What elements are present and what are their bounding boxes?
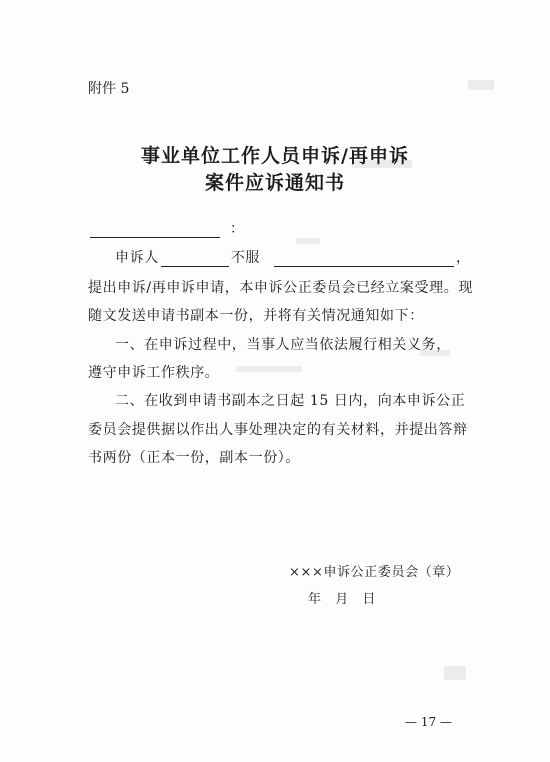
paragraph3-line3: 书两份（正本一份，副本一份）。 <box>88 450 300 466</box>
document-title-line1: 事业单位工作人员申诉/再申诉 <box>141 145 409 167</box>
paragraph2-line2: 遵守申诉工作秩序。 <box>88 365 220 381</box>
complainant-line <box>115 247 471 267</box>
complainant-name-blank[interactable] <box>161 251 229 267</box>
bleed-through-mark <box>468 80 494 90</box>
addressee-colon: ： <box>230 221 245 237</box>
decision-blank[interactable] <box>274 251 454 267</box>
bleed-through-mark <box>296 238 320 244</box>
page-number: — 17 — <box>405 715 452 729</box>
bleed-through-mark <box>236 366 302 372</box>
not-accept-label: 不服 <box>230 250 261 266</box>
paragraph1-line2: 提出申诉/再申诉申请，本申诉公正委员会已经立案受理。现 <box>88 280 473 296</box>
paragraph3-line2: 委员会提供据以作出人事处理决定的有关材料，并提出答辩 <box>88 422 468 438</box>
date-line: 年 月 日 <box>308 592 377 607</box>
bleed-through-mark <box>444 666 466 680</box>
line-end-comma: ， <box>456 250 471 266</box>
addressee-line <box>88 218 245 238</box>
paragraph1-line3: 随文发送申请书副本一份，并将有关情况通知如下： <box>88 308 424 324</box>
paragraph2-line1: 一、在申诉过程中，当事人应当依法履行相关义务， <box>115 337 451 353</box>
attachment-label: 附件 5 <box>88 81 130 97</box>
complainant-label: 申诉人 <box>115 250 159 266</box>
committee-seal-line: ×××申诉公正委员会（章） <box>289 565 460 580</box>
document-title-line2: 案件应诉通知书 <box>204 172 345 194</box>
paragraph3-line1: 二、在收到申请书副本之日起 15 日内，向本申诉公正 <box>115 393 466 409</box>
addressee-blank[interactable] <box>90 222 220 238</box>
